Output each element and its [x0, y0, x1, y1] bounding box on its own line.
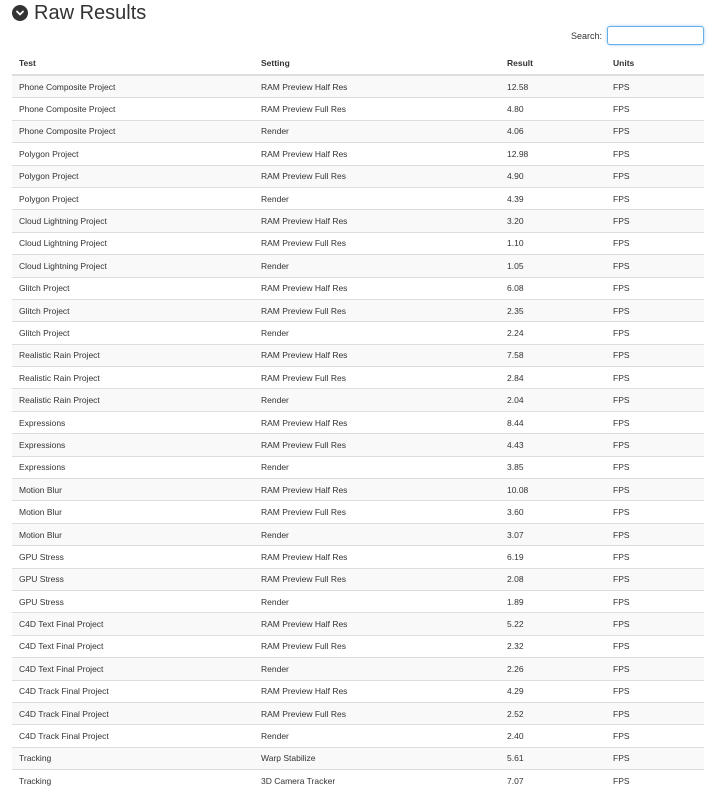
column-header-setting[interactable]: Setting	[254, 52, 500, 75]
cell-test: Tracking	[12, 747, 254, 769]
table-row	[12, 277, 704, 299]
cell-result: 4.06	[500, 120, 606, 142]
section-header	[12, 0, 146, 26]
cell-result: 1.89	[500, 590, 606, 612]
cell-units: FPS	[606, 143, 704, 165]
table-row	[12, 702, 704, 724]
table-row	[12, 187, 704, 209]
cell-units: FPS	[606, 277, 704, 299]
cell-test: Cloud Lightning Project	[12, 210, 254, 232]
cell-test: Glitch Project	[12, 277, 254, 299]
cell-test: Expressions	[12, 456, 254, 478]
cell-units: FPS	[606, 75, 704, 98]
cell-test: C4D Track Final Project	[12, 680, 254, 702]
cell-units: FPS	[606, 434, 704, 456]
cell-setting: RAM Preview Half Res	[254, 479, 500, 501]
cell-result: 3.60	[500, 501, 606, 523]
column-header-result[interactable]: Result	[500, 52, 606, 75]
cell-test: GPU Stress	[12, 590, 254, 612]
table-row	[12, 479, 704, 501]
cell-units: FPS	[606, 210, 704, 232]
cell-setting: Render	[254, 725, 500, 747]
cell-test: Tracking	[12, 770, 254, 792]
table-row	[12, 143, 704, 165]
table-row	[12, 747, 704, 769]
cell-test: Motion Blur	[12, 501, 254, 523]
table-row	[12, 389, 704, 411]
table-body	[12, 75, 704, 792]
cell-units: FPS	[606, 367, 704, 389]
cell-result: 3.20	[500, 210, 606, 232]
cell-setting: RAM Preview Half Res	[254, 546, 500, 568]
cell-result: 3.85	[500, 456, 606, 478]
search-bar	[571, 26, 704, 45]
cell-result: 2.32	[500, 635, 606, 657]
cell-units: FPS	[606, 344, 704, 366]
cell-setting: RAM Preview Full Res	[254, 165, 500, 187]
cell-setting: RAM Preview Half Res	[254, 143, 500, 165]
table-row	[12, 344, 704, 366]
cell-result: 4.80	[500, 98, 606, 120]
cell-result: 2.35	[500, 299, 606, 321]
cell-result: 4.90	[500, 165, 606, 187]
table-row	[12, 725, 704, 747]
cell-units: FPS	[606, 479, 704, 501]
cell-units: FPS	[606, 98, 704, 120]
table-row	[12, 98, 704, 120]
cell-setting: RAM Preview Full Res	[254, 299, 500, 321]
cell-setting: RAM Preview Full Res	[254, 635, 500, 657]
cell-test: Glitch Project	[12, 322, 254, 344]
column-header-test[interactable]: Test	[12, 52, 254, 75]
cell-test: Polygon Project	[12, 165, 254, 187]
cell-setting: RAM Preview Full Res	[254, 367, 500, 389]
cell-result: 2.04	[500, 389, 606, 411]
cell-result: 12.98	[500, 143, 606, 165]
cell-result: 5.22	[500, 613, 606, 635]
table-row	[12, 546, 704, 568]
cell-setting: Render	[254, 120, 500, 142]
table-row	[12, 456, 704, 478]
page-title: Raw Results	[34, 2, 147, 24]
table-row	[12, 523, 704, 545]
table-row	[12, 322, 704, 344]
cell-result: 6.08	[500, 277, 606, 299]
table-row	[12, 210, 704, 232]
cell-test: C4D Text Final Project	[12, 613, 254, 635]
cell-result: 8.44	[500, 411, 606, 433]
cell-setting: Render	[254, 322, 500, 344]
table-row	[12, 635, 704, 657]
cell-setting: Render	[254, 590, 500, 612]
table-row	[12, 165, 704, 187]
cell-test: Phone Composite Project	[12, 98, 254, 120]
cell-result: 2.08	[500, 568, 606, 590]
cell-test: Motion Blur	[12, 479, 254, 501]
cell-setting: Render	[254, 523, 500, 545]
table-row	[12, 680, 704, 702]
results-table	[12, 52, 704, 792]
cell-setting: RAM Preview Half Res	[254, 680, 500, 702]
cell-setting: RAM Preview Half Res	[254, 75, 500, 98]
cell-result: 5.61	[500, 747, 606, 769]
cell-test: Polygon Project	[12, 187, 254, 209]
cell-setting: RAM Preview Half Res	[254, 277, 500, 299]
cell-test: Motion Blur	[12, 523, 254, 545]
cell-setting: Render	[254, 255, 500, 277]
cell-setting: RAM Preview Full Res	[254, 98, 500, 120]
cell-result: 7.07	[500, 770, 606, 792]
cell-test: Polygon Project	[12, 143, 254, 165]
cell-units: FPS	[606, 702, 704, 724]
cell-test: Realistic Rain Project	[12, 367, 254, 389]
cell-setting: RAM Preview Full Res	[254, 702, 500, 724]
cell-units: FPS	[606, 568, 704, 590]
cell-units: FPS	[606, 232, 704, 254]
cell-setting: RAM Preview Half Res	[254, 613, 500, 635]
cell-units: FPS	[606, 322, 704, 344]
cell-result: 4.39	[500, 187, 606, 209]
cell-units: FPS	[606, 770, 704, 792]
cell-setting: Warp Stabilize	[254, 747, 500, 769]
cell-test: Expressions	[12, 434, 254, 456]
cell-setting: RAM Preview Full Res	[254, 434, 500, 456]
cell-setting: Render	[254, 456, 500, 478]
cell-units: FPS	[606, 613, 704, 635]
cell-setting: RAM Preview Full Res	[254, 501, 500, 523]
table-row	[12, 590, 704, 612]
cell-units: FPS	[606, 501, 704, 523]
cell-units: FPS	[606, 590, 704, 612]
table-row	[12, 255, 704, 277]
table-row	[12, 434, 704, 456]
cell-units: FPS	[606, 546, 704, 568]
cell-test: GPU Stress	[12, 546, 254, 568]
cell-result: 2.24	[500, 322, 606, 344]
column-header-units[interactable]: Units	[606, 52, 704, 75]
cell-setting: RAM Preview Full Res	[254, 232, 500, 254]
cell-setting: Render	[254, 389, 500, 411]
cell-units: FPS	[606, 411, 704, 433]
cell-test: Cloud Lightning Project	[12, 255, 254, 277]
table-row	[12, 75, 704, 98]
cell-test: C4D Text Final Project	[12, 635, 254, 657]
table-row	[12, 232, 704, 254]
cell-result: 3.07	[500, 523, 606, 545]
cell-result: 2.40	[500, 725, 606, 747]
cell-test: C4D Track Final Project	[12, 702, 254, 724]
cell-setting: RAM Preview Half Res	[254, 411, 500, 433]
table-row	[12, 411, 704, 433]
table-row	[12, 658, 704, 680]
cell-setting: RAM Preview Half Res	[254, 344, 500, 366]
search-label: Search:	[570, 30, 602, 41]
cell-result: 7.58	[500, 344, 606, 366]
cell-result: 6.19	[500, 546, 606, 568]
cell-units: FPS	[606, 165, 704, 187]
cell-units: FPS	[606, 299, 704, 321]
cell-units: FPS	[606, 120, 704, 142]
cell-test: Phone Composite Project	[12, 75, 254, 98]
chevron-down-glyph	[15, 8, 25, 18]
cell-units: FPS	[606, 389, 704, 411]
cell-test: Glitch Project	[12, 299, 254, 321]
cell-units: FPS	[606, 523, 704, 545]
table-row	[12, 501, 704, 523]
cell-test: Cloud Lightning Project	[12, 232, 254, 254]
cell-test: Phone Composite Project	[12, 120, 254, 142]
cell-result: 2.84	[500, 367, 606, 389]
cell-setting: RAM Preview Half Res	[254, 210, 500, 232]
cell-test: Expressions	[12, 411, 254, 433]
cell-result: 10.08	[500, 479, 606, 501]
header-row	[12, 52, 704, 75]
table-row	[12, 568, 704, 590]
table-row	[12, 367, 704, 389]
cell-result: 2.52	[500, 702, 606, 724]
cell-setting: Render	[254, 658, 500, 680]
cell-units: FPS	[606, 255, 704, 277]
cell-result: 4.43	[500, 434, 606, 456]
cell-test: C4D Text Final Project	[12, 658, 254, 680]
table-row	[12, 770, 704, 792]
cell-setting: 3D Camera Tracker	[254, 770, 500, 792]
cell-units: FPS	[606, 187, 704, 209]
cell-test: Realistic Rain Project	[12, 389, 254, 411]
cell-result: 1.05	[500, 255, 606, 277]
cell-units: FPS	[606, 658, 704, 680]
cell-result: 1.10	[500, 232, 606, 254]
cell-test: Realistic Rain Project	[12, 344, 254, 366]
cell-test: GPU Stress	[12, 568, 254, 590]
cell-test: C4D Track Final Project	[12, 725, 254, 747]
cell-units: FPS	[606, 635, 704, 657]
cell-setting: Render	[254, 187, 500, 209]
cell-units: FPS	[606, 680, 704, 702]
cell-setting: RAM Preview Full Res	[254, 568, 500, 590]
cell-result: 4.29	[500, 680, 606, 702]
cell-units: FPS	[606, 747, 704, 769]
cell-result: 12.58	[500, 75, 606, 98]
table-row	[12, 120, 704, 142]
table-header	[12, 52, 704, 75]
cell-units: FPS	[606, 725, 704, 747]
cell-result: 2.26	[500, 658, 606, 680]
table-row	[12, 299, 704, 321]
table-row	[12, 613, 704, 635]
cell-units: FPS	[606, 456, 704, 478]
chevron-down-circle-icon[interactable]	[12, 5, 28, 21]
search-input[interactable]	[607, 26, 704, 45]
